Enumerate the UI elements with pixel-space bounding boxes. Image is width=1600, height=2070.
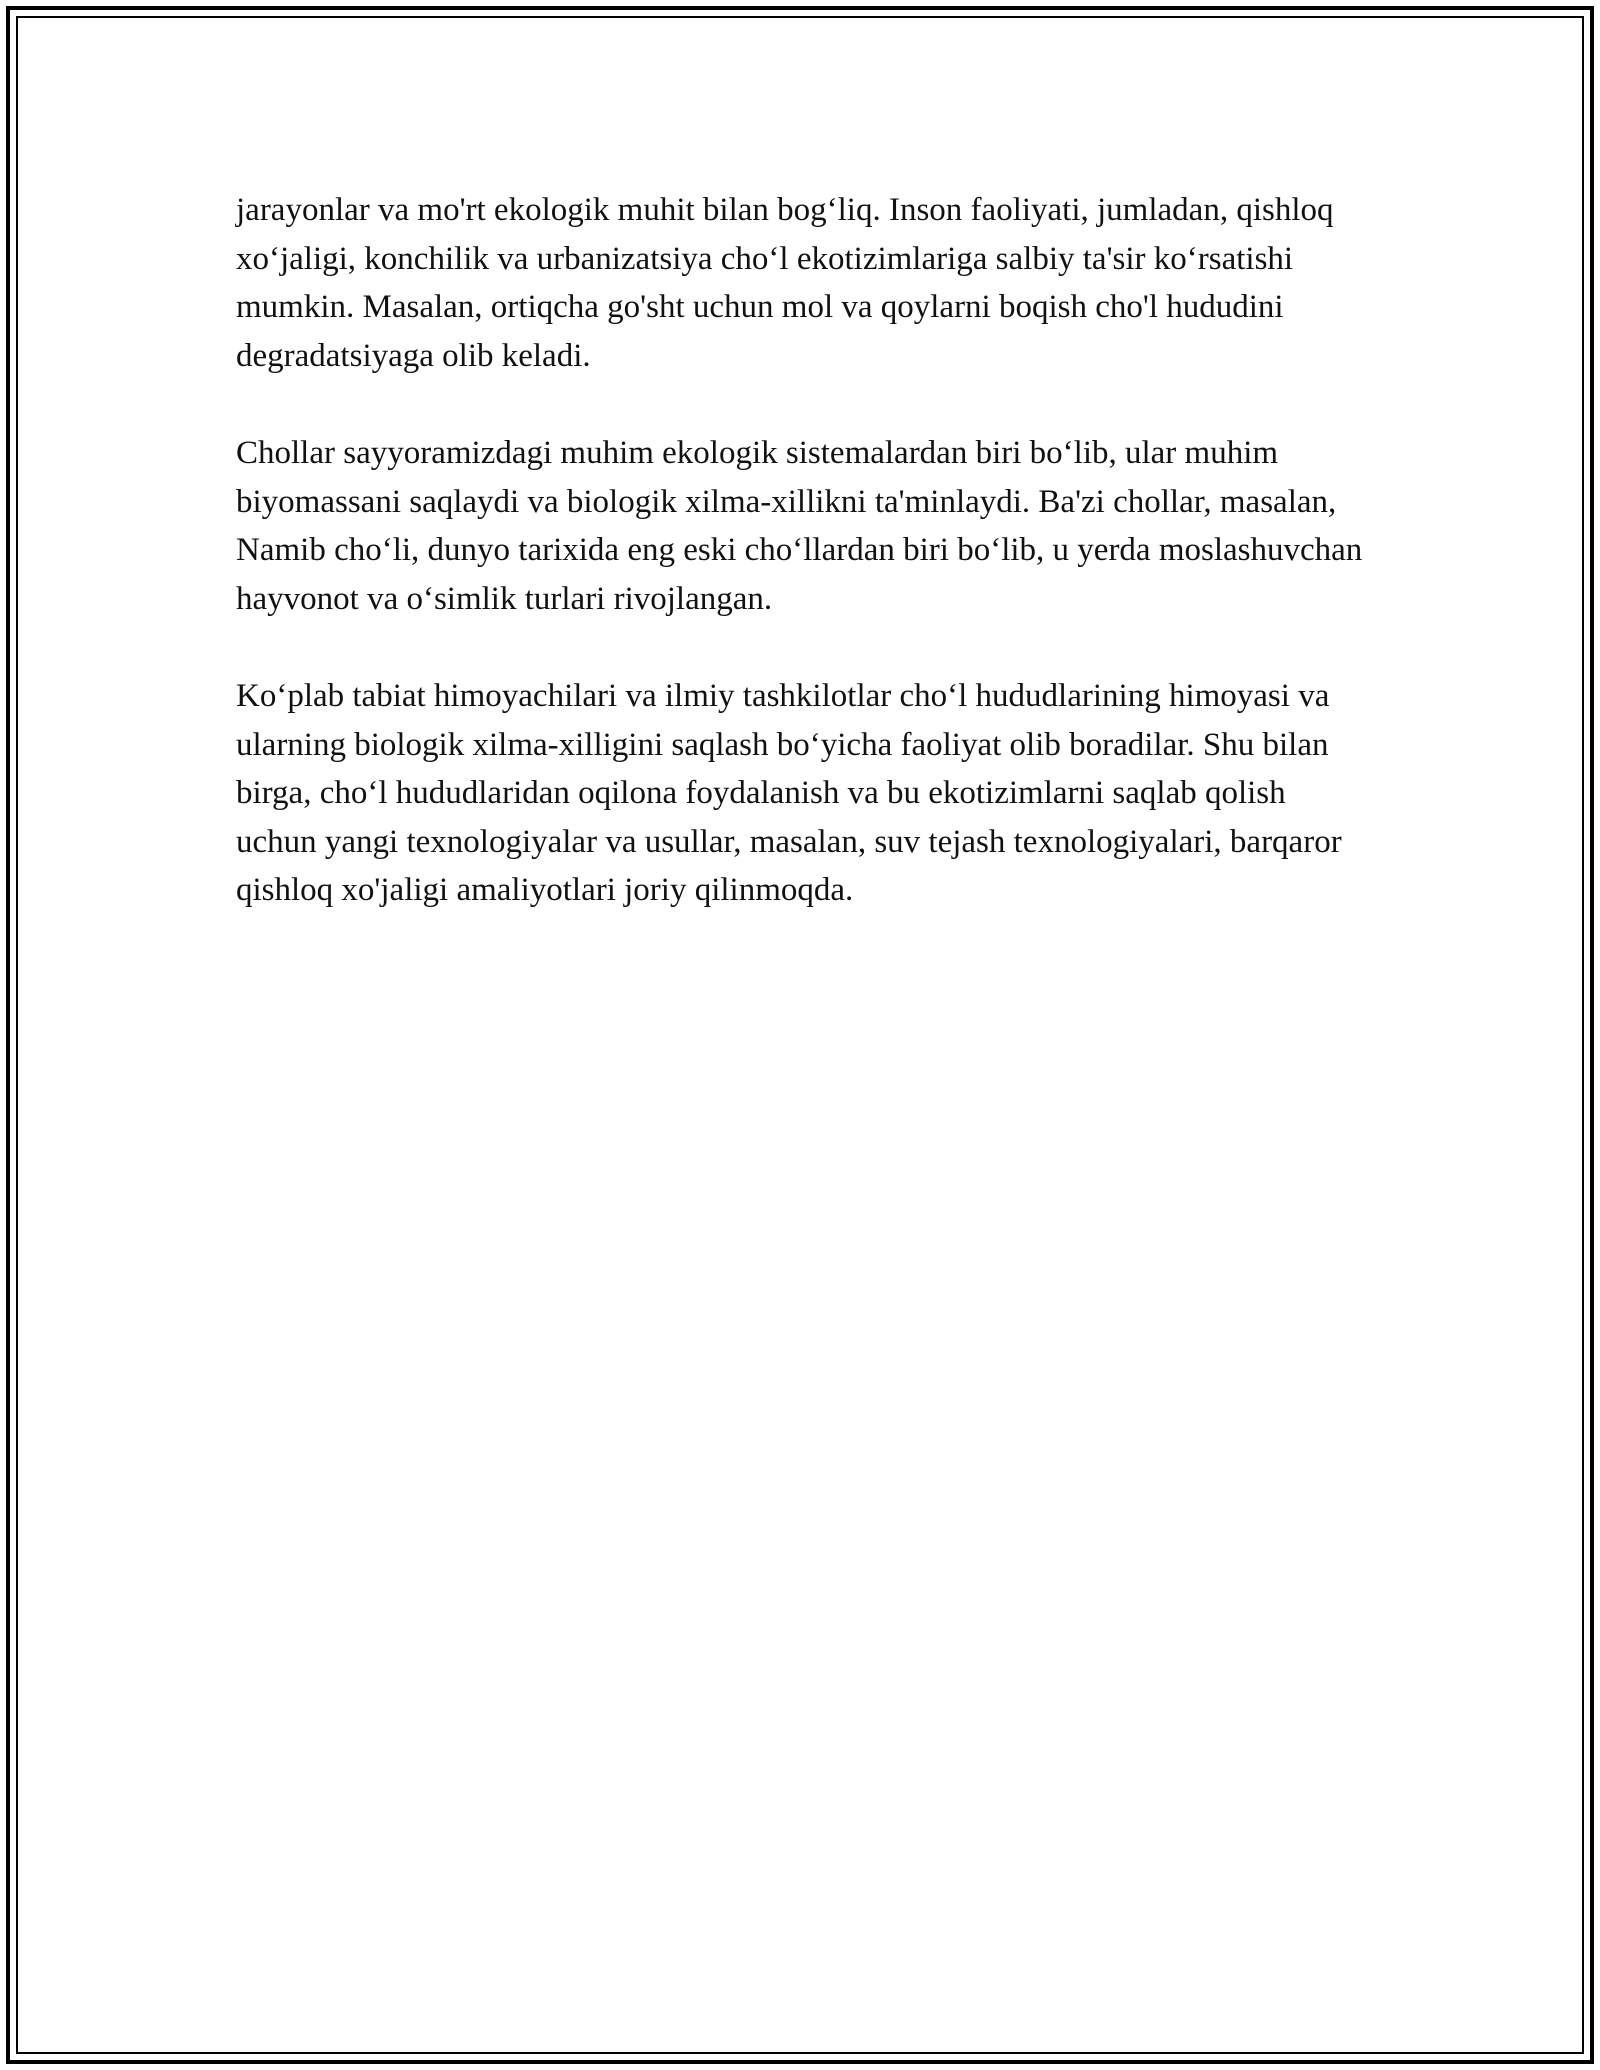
document-body bbox=[236, 186, 1366, 964]
paragraph-2: Chollar sayyoramizdagi muhim ekologik sistemalardan biri bo‘lib, ular muhim biyomassani saqlaydi va biologik xilma-xillikni ta'minlaydi. Ba'zi chollar, masalan, Namib cho‘li, dunyo tarixida eng eski cho‘llardan biri bo‘lib, u yerda moslashuvchan hayvonot va o‘simlik turlari rivojlangan. bbox=[236, 435, 1363, 617]
paragraph-1: jarayonlar va mo'rt ekologik muhit bilan bog‘liq. Inson faoliyati, jumladan, qishloq xo‘jaligi, konchilik va urbanizatsiya cho‘l ekotizimlariga salbiy ta'sir ko‘rsatishi mumkin. Masalan, ortiqcha go'sht uchun mol va qoylarni boqish cho'l hududini degradatsiyaga olib keladi. bbox=[236, 192, 1334, 374]
paragraph-3: Ko‘plab tabiat himoyachilari va ilmiy tashkilotlar cho‘l hududlarining himoyasi va ularning biologik xilma-xilligini saqlash bo‘yicha faoliyat olib boradilar. Shu bilan birga, cho‘l hududlaridan oqilona foydalanish va bu ekotizimlarni saqlab qolish uchun yangi texnologiyalar va usullar, masalan, suv tejash texnologiyalari, barqaror qishloq xo'jaligi amaliyotlari joriy qilinmoqda. bbox=[236, 678, 1342, 908]
